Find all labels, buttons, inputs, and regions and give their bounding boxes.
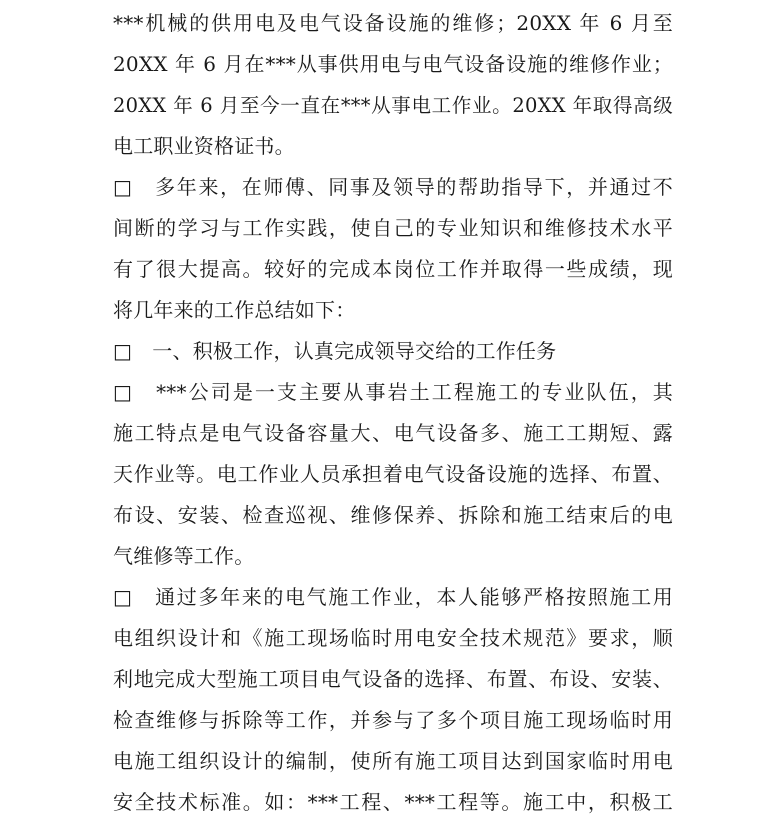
text-line: 检查维修与拆除等工作，并参与了多个项目施工现场临时用 bbox=[113, 708, 673, 732]
text-line: 布设、安装、检查巡视、维修保养、拆除和施工结束后的电 bbox=[113, 503, 673, 527]
paragraph-start-line: □ 通过多年来的电气施工作业，本人能够严格按照施工用 bbox=[113, 585, 673, 609]
text-line: 施工特点是电气设备容量大、电气设备多、施工工期短、露 bbox=[113, 421, 673, 445]
text-line: 气维修等工作。 bbox=[113, 544, 255, 568]
text-line: 天作业等。电工作业人员承担着电气设备设施的选择、布置、 bbox=[113, 462, 673, 486]
paragraph-start-line: □ ***公司是一支主要从事岩土工程施工的专业队伍，其 bbox=[113, 380, 673, 404]
text-line: 将几年来的工作总结如下： bbox=[113, 298, 356, 322]
text-line: 间断的学习与工作实践，使自己的专业知识和维修技术水平 bbox=[113, 216, 673, 240]
text-line: 电施工组织设计的编制，使所有施工项目达到国家临时用电 bbox=[113, 749, 673, 773]
text-line: 20XX 年 6 月至今一直在***从事电工作业。20XX 年取得高级 bbox=[113, 94, 673, 117]
paragraph-start-line: □ 多年来，在师傅、同事及领导的帮助指导下，并通过不 bbox=[113, 175, 673, 199]
text-line: 安全技术标准。如：***工程、***工程等。施工中，积极工 bbox=[113, 790, 673, 814]
text-line: 20XX 年 6 月在***从事供用电与电气设备设施的维修作业； bbox=[113, 52, 673, 76]
text-line: 有了很大提高。较好的完成本岗位工作并取得一些成绩，现 bbox=[113, 257, 673, 281]
section-heading: □ 一、积极工作，认真完成领导交给的工作任务 bbox=[113, 339, 557, 363]
text-line: 电工职业资格证书。 bbox=[113, 134, 295, 158]
text-line: 电组织设计和《施工现场临时用电安全技术规范》要求，顺 bbox=[113, 626, 673, 650]
text-line: ***机械的供用电及电气设备设施的维修；20XX 年 6 月至 bbox=[113, 11, 673, 35]
text-line: 利地完成大型施工项目电气设备的选择、布置、布设、安装、 bbox=[113, 667, 673, 691]
